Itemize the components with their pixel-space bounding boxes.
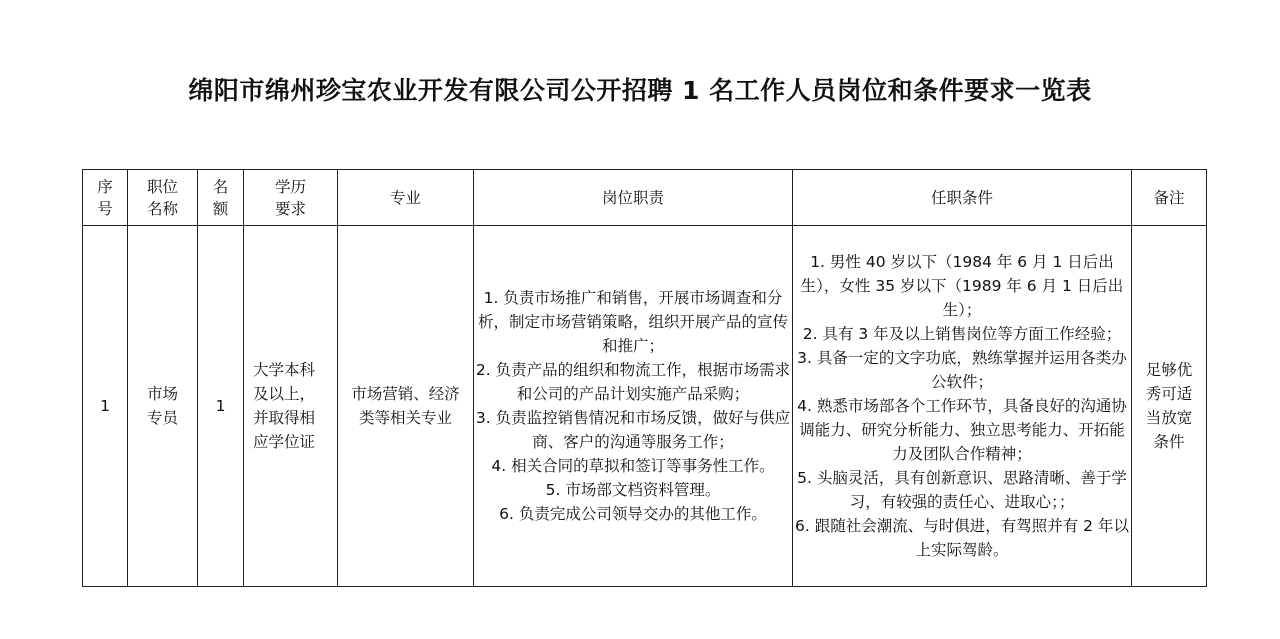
header-position: 职位名称 xyxy=(128,170,198,226)
header-remarks: 备注 xyxy=(1132,170,1207,226)
header-duties: 岗位职责 xyxy=(474,170,793,226)
cell-duties xyxy=(474,226,793,587)
cell-quota: 1 xyxy=(198,226,244,587)
duty-item: 4. 相关合同的草拟和签订等事务性工作。 xyxy=(491,457,775,475)
duty-item: 3. 负责监控销售情况和市场反馈，做好与供应商、客户的沟通等服务工作； xyxy=(475,409,791,451)
requirement-item: 5. 头脑灵活，具有创新意识、思路清晰、善于学习，有较强的责任心、进取心；； xyxy=(797,469,1127,511)
header-requirements: 任职条件 xyxy=(793,170,1132,226)
cell-requirements xyxy=(793,226,1132,587)
document-title: 绵阳市绵州珍宝农业开发有限公司公开招聘 1 名工作人员岗位和条件要求一览表 xyxy=(188,76,1092,105)
requirement-item: 1. 男性 40 岁以下（1984 年 6 月 1 日后出生），女性 35 岁以下（1989 年 6 月 1 日后出生）； xyxy=(800,253,1124,319)
duty-item: 2. 负责产品的组织和物流工作，根据市场需求和公司的产品计划实施产品采购； xyxy=(475,361,791,403)
duty-item: 1. 负责市场推广和销售，开展市场调查和分析，制定市场营销策略，组织开展产品的宣传和推广； xyxy=(477,289,788,355)
requirement-item: 2. 具有 3 年及以上销售岗位等方面工作经验； xyxy=(802,325,1122,343)
header-quota: 名额 xyxy=(198,170,244,226)
cell-position: 市场专员 xyxy=(128,226,198,587)
requirements-table xyxy=(82,169,1207,587)
table-row xyxy=(83,226,1207,587)
header-major: 专业 xyxy=(338,170,474,226)
cell-seq: 1 xyxy=(83,226,128,587)
requirement-item: 4. 熟悉市场部各个工作环节，具备良好的沟通协调能力、研究分析能力、独立思考能力、开拓能力及团队合作精神； xyxy=(797,397,1127,463)
cell-major: 市场营销、经济类等相关专业 xyxy=(338,226,474,587)
duty-item: 6. 负责完成公司领导交办的其他工作。 xyxy=(499,505,767,523)
cell-remarks: 足够优秀可适当放宽条件 xyxy=(1132,226,1207,587)
header-seq: 序号 xyxy=(83,170,128,226)
requirement-item: 6. 跟随社会潮流、与时俱进，有驾照并有 2 年以上实际驾龄。 xyxy=(795,517,1129,559)
requirement-item: 3. 具备一定的文字功底，熟练掌握并运用各类办公软件； xyxy=(797,349,1127,391)
duty-item: 5. 市场部文档资料管理。 xyxy=(545,481,721,499)
table-header-row xyxy=(83,170,1207,226)
cell-education: 大学本科及以上，并取得相应学位证 xyxy=(244,226,338,587)
header-education: 学历要求 xyxy=(244,170,338,226)
